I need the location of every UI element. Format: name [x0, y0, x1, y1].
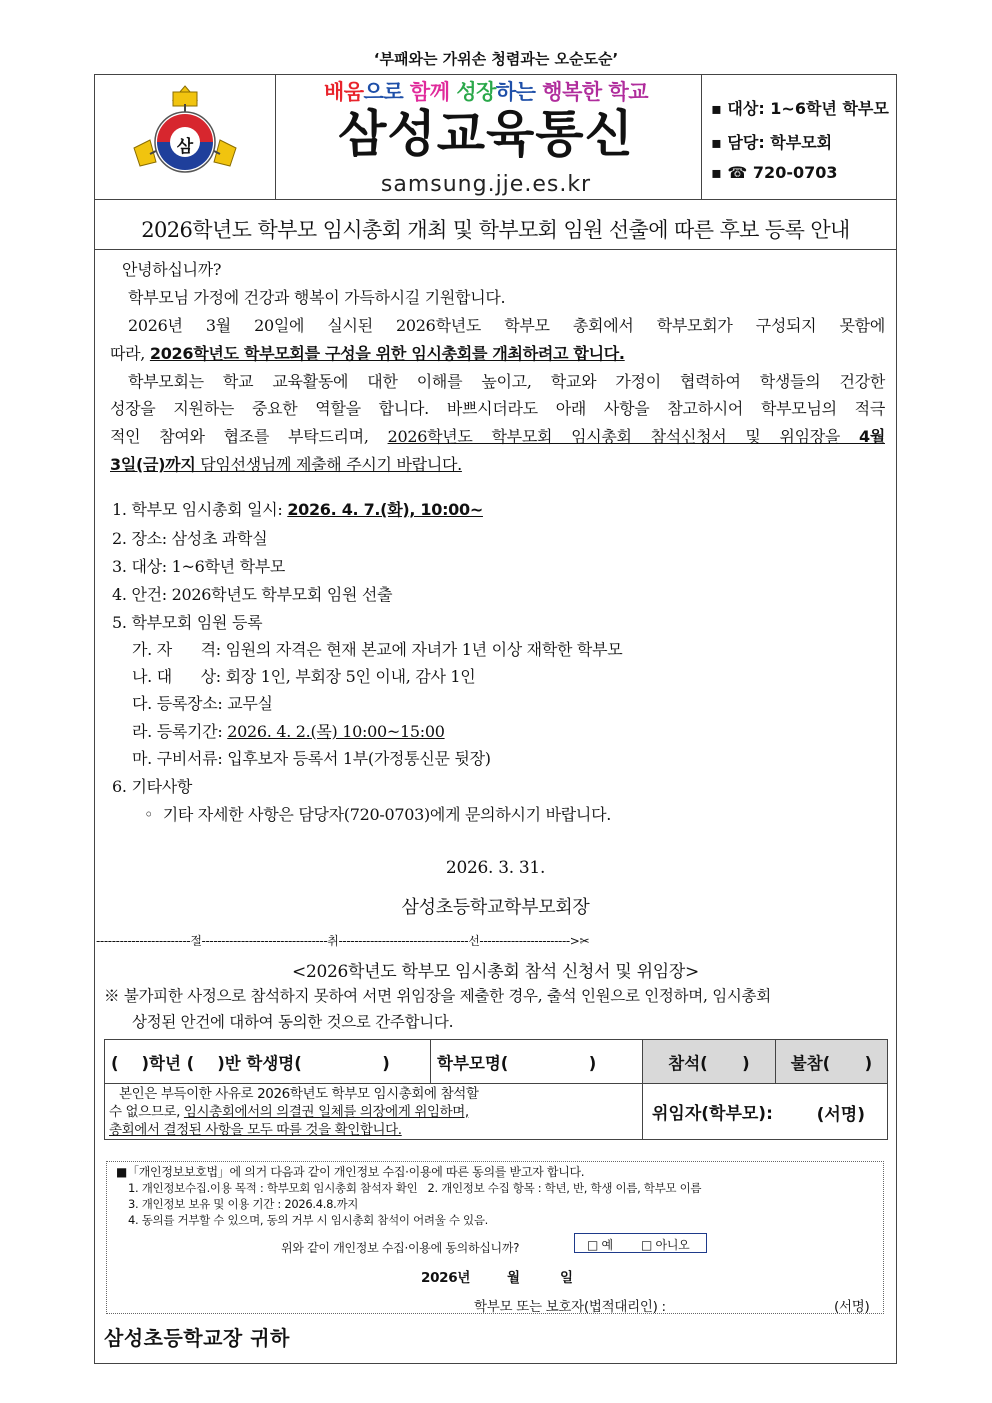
motto: ‘부패와는 가위손 청렴과는 오순도순’ [373, 50, 619, 68]
privacy-item-4: 4. 동의를 거부할 수 있으며, 동의 거부 시 임시총회 참석이 어려울 수 있음. [128, 1213, 488, 1227]
proxy-line-3 [109, 1121, 638, 1139]
info-manager: ▪ 담당: 학부모회 [711, 133, 833, 152]
deadline-month: 4월 [859, 427, 885, 446]
paragraph3-prefix: 적인 참여와 협조를 부탁드리며, [110, 427, 388, 446]
item-4: 4. 안건: 2026학년도 학부모회 임원 선출 [112, 585, 393, 604]
school-logo [130, 84, 240, 190]
form-title: <2026학년도 학부모 임시총회 참석 신청서 및 위임장> [292, 962, 699, 982]
paragraph2-line2 [110, 340, 625, 367]
cut-word-1: 절 [190, 934, 202, 948]
proxy-statement [105, 1084, 643, 1140]
proxy-signer-cell[interactable] [643, 1084, 888, 1140]
attend-cell[interactable]: 참석( ) [643, 1040, 776, 1084]
slogan-part: 으로 [363, 80, 410, 104]
form-note-line1: ※ 불가피한 사정으로 참석하지 못하여 서면 위임장을 제출한 경우, 출석 인원으로 인정하며, 임시총회 [104, 987, 771, 1005]
newsletter-title: 삼성교육통신 [338, 105, 634, 163]
consent-no-checkbox[interactable]: □ 아니오 [641, 1238, 690, 1252]
info-target-text: 대상: 1~6학년 학부모 [727, 99, 889, 118]
item-5: 5. 학부모회 임원 등록 [112, 613, 263, 632]
proxy-line-2 [109, 1103, 638, 1121]
slogan-part: 함께 [409, 80, 457, 104]
paragraph3-line3 [110, 423, 885, 450]
sender: 삼성초등학교학부모회장 [401, 897, 590, 918]
item-6: 6. 기타사항 [112, 777, 193, 796]
paragraph3-line1: 학부모회는 학교 교육활동에 대한 이해를 높이고, 학교와 가정이 협력하여 학생들의 건강한 [128, 372, 885, 391]
addressee: 삼성초등학교장 귀하 [104, 1326, 290, 1350]
scissors-icon: ✂ [579, 934, 590, 948]
info-manager-text: 담당: 학부모회 [727, 133, 833, 152]
item-2: 2. 장소: 삼성초 과학실 [112, 529, 268, 548]
item-5c: 다. 등록장소: 교무실 [132, 694, 273, 713]
privacy-question: 위와 같이 개인정보 수집·이용에 동의하십니까? [281, 1241, 520, 1255]
item-5d-label: 라. 등록기간: [132, 722, 228, 741]
item-3: 3. 대상: 1~6학년 학부모 [112, 557, 286, 576]
issue-date: 2026. 3. 31. [445, 858, 546, 878]
item-5a: 가. 자 격: 임원의 자격은 현재 본교에 자녀가 1년 이상 재학한 학부모 [132, 640, 623, 659]
paragraph3-closing: 담임선생님께 제출해 주시기 바랍니다. [195, 455, 462, 474]
item-5e: 마. 구비서류: 입후보자 등록서 1부(가정통신문 뒷장) [132, 749, 491, 768]
proxy-line-2-prefix: 수 없으므로, [109, 1103, 184, 1120]
cut-word-3: 선 [468, 934, 480, 948]
guardian-label: 학부모 또는 보호자(법적대리인) : [474, 1299, 666, 1315]
consent-year: 2026년 [421, 1270, 471, 1286]
school-url: samsung.jje.es.kr [380, 172, 592, 197]
application-table [104, 1039, 888, 1140]
slogan-part: 배움 [323, 80, 364, 104]
consent-month: 월 [507, 1270, 520, 1286]
notice-title: 2026학년도 학부모 임시총회 개최 및 학부모회 임원 선출에 따른 후보 등록 안내 [141, 218, 850, 242]
privacy-item-1-2: 1. 개인정보수집.이용 목적 : 학부모회 임시총회 참석자 확인 2. 개인정보 수집 항목 : 학년, 반, 학생 이름, 학부모 이름 [128, 1181, 702, 1195]
item-6a: ◦ 기타 자세한 사항은 담당자(720-0703)에게 문의하시기 바랍니다. [144, 805, 612, 824]
absent-cell[interactable]: 불참( ) [776, 1040, 888, 1084]
guardian-sign: (서명) [834, 1299, 870, 1315]
proxy-signer-label: 위임자(학부모): [652, 1104, 773, 1124]
cut-word-2: 취 [327, 934, 339, 948]
item-1-label: 1. 학부모 임시총회 일시: [112, 500, 288, 519]
info-phone-text: ☎ 720-0703 [727, 163, 838, 182]
meeting-datetime: 2026. 4. 7.(화), 10:00~ [287, 500, 483, 519]
item-5b: 나. 대 상: 회장 1인, 부회장 5인 이내, 감사 1인 [132, 667, 476, 686]
slogan-part: 행복한 학교 [542, 80, 649, 104]
consent-options [574, 1233, 707, 1253]
item-1 [112, 497, 483, 520]
student-cell[interactable]: ( )학년 ( )반 학생명( ) [105, 1040, 431, 1084]
paragraph2-line1: 2026년 3월 20일에 실시된 2026학년도 학부모 총회에서 학부모회가 구성되지 못함에 [128, 316, 885, 335]
info-divider [701, 75, 702, 199]
deadline-day: 3일(금)까지 [110, 455, 196, 474]
paragraph3-line4 [110, 451, 462, 478]
privacy-intro: ■「개인정보보호법」에 의거 다음과 같이 개인정보 수집·이용에 따른 동의를 받고자 합니다. [116, 1165, 585, 1179]
consent-day: 일 [560, 1270, 573, 1286]
wish: 학부모님 가정에 건강과 행복이 가득하시길 기원합니다. [128, 288, 506, 307]
registration-period: 2026. 4. 2.(목) 10:00~15:00 [227, 722, 445, 741]
info-target: ▪ 대상: 1~6학년 학부모 [711, 99, 889, 118]
paragraph2-emphasis: 2026학년도 학부모회를 구성을 위한 임시총회를 개최하려고 합니다. [149, 344, 625, 363]
title-divider [95, 249, 896, 250]
logo-character: 삼 [176, 137, 194, 157]
item-5d [132, 719, 445, 742]
privacy-item-3: 3. 개인정보 보유 및 이용 기간 : 2026.4.8.까지 [128, 1197, 359, 1211]
paragraph3-line2: 성장을 지원하는 중요한 역할을 합니다. 바쁘시더라도 아래 사항을 참고하시어 학부모님의 적극 [110, 399, 885, 418]
header-divider [95, 199, 896, 200]
proxy-line-3-underlined: 총회에서 결정된 사항을 모두 따를 것을 확인합니다. [109, 1121, 402, 1138]
paragraph3-underlined: 2026학년도 학부모회 임시총회 참석신청서 및 위임장을 [387, 427, 859, 446]
slogan [276, 76, 696, 106]
parent-name-cell[interactable]: 학부모명( ) [431, 1040, 643, 1084]
slogan-part: 성장 [456, 80, 496, 104]
proxy-sign-label: (서명) [816, 1105, 865, 1125]
greeting: 안녕하십니까? [122, 260, 222, 279]
slogan-part: 하는 [495, 80, 543, 104]
info-phone: ▪ ☎ 720-0703 [711, 163, 838, 182]
paragraph2-prefix: 따라, [110, 344, 150, 363]
consent-yes-checkbox[interactable]: □ 예 [587, 1238, 613, 1252]
cut-line: ------------------------절--------------------------------취---------------------------------선----------------------->✂ [96, 934, 590, 948]
proxy-line-1: 본인은 부득이한 사유로 2026학년도 학부모 임시총회에 참석할 [119, 1085, 479, 1102]
form-note-line2: 상정된 안건에 대하여 동의한 것으로 간주합니다. [132, 1013, 454, 1031]
proxy-line-2-underlined: 임시총회에서의 의결권 일체를 의장에게 위임하며, [183, 1103, 469, 1120]
